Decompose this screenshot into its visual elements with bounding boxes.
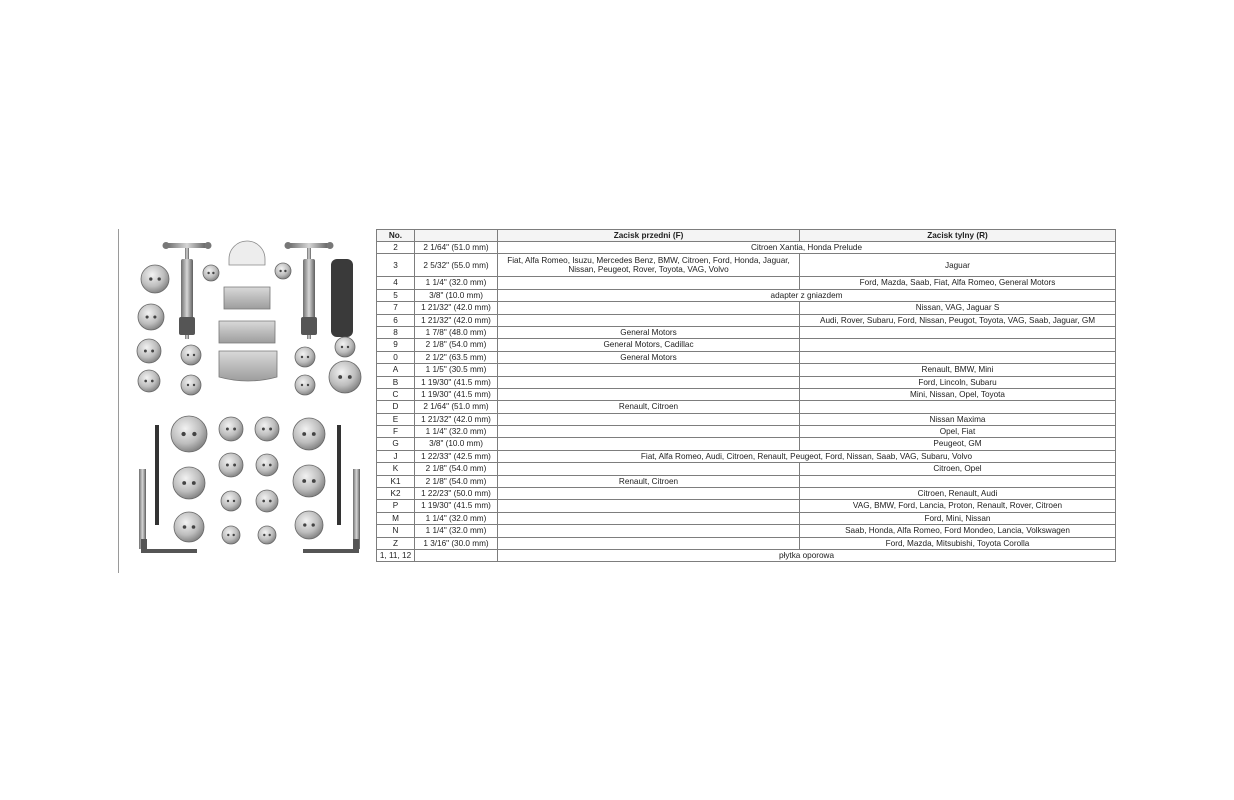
adapter-pin-hole — [151, 350, 154, 353]
table-row — [377, 475, 1116, 487]
cell-size: 3/8" (10.0 mm) — [415, 438, 498, 450]
cell-no: P — [377, 500, 415, 512]
cell-size: 1 21/32" (42.0 mm) — [415, 314, 498, 326]
table-row — [377, 351, 1116, 363]
adapter-pin-hole — [226, 464, 229, 467]
cell-size: 3/8" (10.0 mm) — [415, 289, 498, 301]
adapter-pin-hole — [348, 375, 352, 379]
cell-no: M — [377, 512, 415, 524]
table-row — [377, 364, 1116, 376]
cell-rear: Nissan, VAG, Jaguar S — [800, 302, 1116, 314]
adapter-pin-hole — [269, 428, 272, 431]
cell-size: 1 1/4" (32.0 mm) — [415, 277, 498, 289]
cell-size: 1 19/30" (41.5 mm) — [415, 388, 498, 400]
cell-front: Renault, Citroen — [498, 475, 800, 487]
table-row — [377, 339, 1116, 351]
adapter-pin-hole — [227, 500, 229, 502]
adapter-pin-hole — [233, 534, 235, 536]
adapter-pin-hole — [183, 525, 187, 529]
cell-rear: Opel, Fiat — [800, 426, 1116, 438]
cell-application: płytka oporowa — [498, 549, 1116, 561]
cell-rear: Mini, Nissan, Opel, Toyota — [800, 388, 1116, 400]
thrust-plate — [224, 287, 270, 309]
extension-bar — [139, 469, 146, 549]
cell-size: 1 19/30" (41.5 mm) — [415, 376, 498, 388]
adapter-disc — [171, 416, 207, 452]
cell-application: adapter z gniazdem — [498, 289, 1116, 301]
cell-no: 2 — [377, 242, 415, 254]
adapter-pin-hole — [181, 432, 185, 436]
cell-front: General Motors, Cadillac — [498, 339, 800, 351]
adapter-pin-hole — [262, 500, 265, 503]
cell-size: 2 1/8" (54.0 mm) — [415, 339, 498, 351]
adapter-disc — [174, 512, 204, 542]
table-row — [377, 488, 1116, 500]
t-handle-bar — [289, 243, 329, 248]
cell-front: Renault, Citroen — [498, 401, 800, 413]
cell-size: 1 1/4" (32.0 mm) — [415, 512, 498, 524]
adapter-pin-hole — [149, 277, 152, 280]
tool-body — [303, 259, 315, 319]
cell-front — [498, 364, 800, 376]
table-row — [377, 463, 1116, 475]
adapter-pin-hole — [269, 500, 272, 503]
adapter-pin-hole — [144, 350, 147, 353]
half-moon-plate — [229, 241, 265, 265]
cell-front — [498, 525, 800, 537]
cell-no: 1, 11, 12 — [377, 549, 415, 561]
cell-rear — [800, 351, 1116, 363]
cell-front — [498, 376, 800, 388]
cell-size: 2 1/64" (51.0 mm) — [415, 242, 498, 254]
adapter-pin-hole — [262, 464, 265, 467]
long-pin-tool — [155, 425, 159, 525]
cell-no: C — [377, 388, 415, 400]
cell-rear: Saab, Honda, Alfa Romeo, Ford Mondeo, Lancia, Volkswagen — [800, 525, 1116, 537]
cell-no: 9 — [377, 339, 415, 351]
thrust-plate — [219, 321, 275, 343]
cell-size: 2 1/2" (63.5 mm) — [415, 351, 498, 363]
adapter-pin-hole — [187, 354, 189, 356]
table-row — [377, 277, 1116, 289]
cell-rear: Audi, Rover, Subaru, Ford, Nissan, Peugot, Toyota, VAG, Saab, Jaguar, GM — [800, 314, 1116, 326]
adapter-pin-hole — [182, 481, 186, 485]
adapter-pin-hole — [312, 432, 316, 436]
cell-size: 2 5/32" (55.0 mm) — [415, 254, 498, 277]
adapter-pin-hole — [233, 500, 235, 502]
cell-no: 6 — [377, 314, 415, 326]
adapter-disc — [181, 375, 201, 395]
adapter-pin-hole — [193, 384, 195, 386]
adapter-disc — [275, 263, 291, 279]
cell-front — [498, 302, 800, 314]
adapter-pin-hole — [303, 523, 306, 526]
table-row — [377, 450, 1116, 462]
adapter-pin-hole — [212, 272, 214, 274]
adapter-disc — [138, 304, 164, 330]
adapter-disc — [295, 511, 323, 539]
table-header-row — [377, 230, 1116, 242]
cell-rear: Nissan Maxima — [800, 413, 1116, 425]
table-row — [377, 537, 1116, 549]
cell-front — [498, 500, 800, 512]
cell-no: A — [377, 364, 415, 376]
adapter-pin-hole — [301, 356, 303, 358]
cell-rear — [800, 326, 1116, 338]
cell-size: 1 1/5" (30.5 mm) — [415, 364, 498, 376]
cell-rear: Peugeot, GM — [800, 438, 1116, 450]
adapter-pin-hole — [269, 464, 272, 467]
adapter-disc — [138, 370, 160, 392]
adapter-pin-hole — [263, 534, 265, 536]
adapter-pin-hole — [233, 464, 236, 467]
cell-size: 1 3/16" (30.0 mm) — [415, 537, 498, 549]
adapter-pin-hole — [192, 432, 196, 436]
cell-size: 1 21/32" (42.0 mm) — [415, 413, 498, 425]
adapter-pin-hole — [269, 534, 271, 536]
cell-rear — [800, 475, 1116, 487]
cell-rear: Citroen, Renault, Audi — [800, 488, 1116, 500]
adapter-pin-hole — [347, 346, 349, 348]
adapter-pin-hole — [192, 525, 196, 529]
adapter-pin-hole — [193, 354, 195, 356]
cell-rear: Ford, Mini, Nissan — [800, 512, 1116, 524]
cell-size: 1 1/4" (32.0 mm) — [415, 426, 498, 438]
table-row — [377, 314, 1116, 326]
table-row — [377, 401, 1116, 413]
table-row — [377, 388, 1116, 400]
t-handle-knob — [285, 242, 292, 249]
cell-size: 1 21/32" (42.0 mm) — [415, 302, 498, 314]
adapter-disc — [258, 526, 276, 544]
adapter-pin-hole — [262, 428, 265, 431]
tool-kit-illustration — [119, 229, 371, 573]
cell-front — [498, 463, 800, 475]
adapter-pin-hole — [153, 315, 156, 318]
adapter-disc — [295, 375, 315, 395]
adapter-disc — [335, 337, 355, 357]
table-row — [377, 289, 1116, 301]
cell-no: J — [377, 450, 415, 462]
cell-rear: Citroen, Opel — [800, 463, 1116, 475]
cell-rear — [800, 401, 1116, 413]
adapter-pin-hole — [301, 384, 303, 386]
table-row — [377, 512, 1116, 524]
adapter-pin-hole — [302, 432, 306, 436]
cell-rear: Renault, BMW, Mini — [800, 364, 1116, 376]
cell-front — [498, 388, 800, 400]
adapter-disc — [293, 465, 325, 497]
tool-body — [181, 259, 193, 319]
cell-size: 1 19/30" (41.5 mm) — [415, 500, 498, 512]
adapter-disc — [295, 347, 315, 367]
adapter-pin-hole — [187, 384, 189, 386]
cell-no: 3 — [377, 254, 415, 277]
cell-size: 1 1/4" (32.0 mm) — [415, 525, 498, 537]
adapter-disc — [222, 526, 240, 544]
cell-rear — [800, 339, 1116, 351]
adapter-disc — [219, 417, 243, 441]
table-row — [377, 302, 1116, 314]
cell-size: 2 1/8" (54.0 mm) — [415, 463, 498, 475]
rubber-boot — [331, 259, 353, 337]
cell-front — [498, 512, 800, 524]
table-row — [377, 426, 1116, 438]
extension-bar — [353, 469, 360, 549]
adapter-disc — [256, 454, 278, 476]
adapter-pin-hole — [312, 479, 316, 483]
table-row — [377, 500, 1116, 512]
adapter-pin-hole — [226, 428, 229, 431]
cell-no: K2 — [377, 488, 415, 500]
cell-rear: Ford, Mazda, Saab, Fiat, Alfa Romeo, General Motors — [800, 277, 1116, 289]
table-row — [377, 549, 1116, 561]
cell-no: 4 — [377, 277, 415, 289]
table-row — [377, 326, 1116, 338]
adapter-pin-hole — [279, 270, 281, 272]
cell-size: 2 1/64" (51.0 mm) — [415, 401, 498, 413]
table-row — [377, 525, 1116, 537]
adapter-pin-hole — [207, 272, 209, 274]
cell-no: G — [377, 438, 415, 450]
adapter-pin-hole — [151, 380, 154, 383]
adapter-pin-hole — [341, 346, 343, 348]
table-row — [377, 376, 1116, 388]
table-row — [377, 438, 1116, 450]
cell-no: E — [377, 413, 415, 425]
adapter-pin-hole — [307, 356, 309, 358]
adapter-pin-hole — [284, 270, 286, 272]
cell-rear: Ford, Lincoln, Subaru — [800, 376, 1116, 388]
t-handle-knob — [205, 242, 212, 249]
cell-no: 0 — [377, 351, 415, 363]
t-handle-knob — [163, 242, 170, 249]
cell-size: 1 7/8" (48.0 mm) — [415, 326, 498, 338]
table-row — [377, 413, 1116, 425]
adapter-pin-hole — [338, 375, 342, 379]
cell-size: 2 1/8" (54.0 mm) — [415, 475, 498, 487]
cell-size — [415, 549, 498, 561]
cell-front: Fiat, Alfa Romeo, Isuzu, Mercedes Benz, BMW, Citroen, Ford, Honda, Jaguar, Nissan, Peugeot, Rover, Toyota, VAG, Volvo — [498, 254, 800, 277]
adapter-pin-hole — [192, 481, 196, 485]
cell-size: 1 22/23" (50.0 mm) — [415, 488, 498, 500]
adapter-disc — [181, 345, 201, 365]
cell-no: 5 — [377, 289, 415, 301]
adapter-pin-hole — [158, 277, 161, 280]
cell-no: 8 — [377, 326, 415, 338]
caliper-adapter-table — [376, 229, 1116, 562]
adapter-disc — [173, 467, 205, 499]
adapter-pin-hole — [302, 479, 306, 483]
table-row — [377, 242, 1116, 254]
adapter-disc — [255, 417, 279, 441]
cell-no: B — [377, 376, 415, 388]
thrust-plate — [219, 351, 277, 381]
adapter-disc — [141, 265, 169, 293]
cell-no: 7 — [377, 302, 415, 314]
adapter-pin-hole — [227, 534, 229, 536]
adapter-disc — [137, 339, 161, 363]
cell-front — [498, 438, 800, 450]
adapter-disc — [329, 361, 361, 393]
adapter-disc — [221, 491, 241, 511]
cell-front — [498, 426, 800, 438]
cell-size: 1 22/33" (42.5 mm) — [415, 450, 498, 462]
adapter-disc — [256, 490, 278, 512]
cell-front — [498, 314, 800, 326]
cell-no: F — [377, 426, 415, 438]
cell-no: Z — [377, 537, 415, 549]
cell-no: K1 — [377, 475, 415, 487]
cell-front — [498, 537, 800, 549]
adapter-disc — [293, 418, 325, 450]
cell-no: D — [377, 401, 415, 413]
header-no: No. — [377, 230, 415, 242]
cell-rear: Ford, Mazda, Mitsubishi, Toyota Corolla — [800, 537, 1116, 549]
cell-rear: VAG, BMW, Ford, Lancia, Proton, Renault, Rover, Citroen — [800, 500, 1116, 512]
header-front-caliper: Zacisk przedni (F) — [498, 230, 800, 242]
header-rear-caliper: Zacisk tylny (R) — [800, 230, 1116, 242]
tool-nut — [179, 317, 195, 335]
adapter-pin-hole — [146, 315, 149, 318]
adapter-disc — [219, 453, 243, 477]
adapter-pin-hole — [307, 384, 309, 386]
t-handle-knob — [327, 242, 334, 249]
cell-application: Fiat, Alfa Romeo, Audi, Citroen, Renault, Peugeot, Ford, Nissan, Saab, VAG, Subaru, Volvo — [498, 450, 1116, 462]
adapter-pin-hole — [233, 428, 236, 431]
adapter-disc — [203, 265, 219, 281]
cell-front: General Motors — [498, 351, 800, 363]
adapter-pin-hole — [144, 380, 147, 383]
cell-front — [498, 277, 800, 289]
cell-front: General Motors — [498, 326, 800, 338]
adapter-pin-hole — [312, 523, 315, 526]
l-shaped-key — [303, 539, 359, 553]
t-handle-bar — [167, 243, 207, 248]
cell-application: Citroen Xantia, Honda Prelude — [498, 242, 1116, 254]
cell-rear: Jaguar — [800, 254, 1116, 277]
long-pin-tool — [337, 425, 341, 525]
table-row — [377, 254, 1116, 277]
cell-no: K — [377, 463, 415, 475]
tool-nut — [301, 317, 317, 335]
cell-front — [498, 488, 800, 500]
header-size — [415, 230, 498, 242]
cell-no: N — [377, 525, 415, 537]
product-image-panel — [118, 229, 371, 573]
cell-front — [498, 413, 800, 425]
